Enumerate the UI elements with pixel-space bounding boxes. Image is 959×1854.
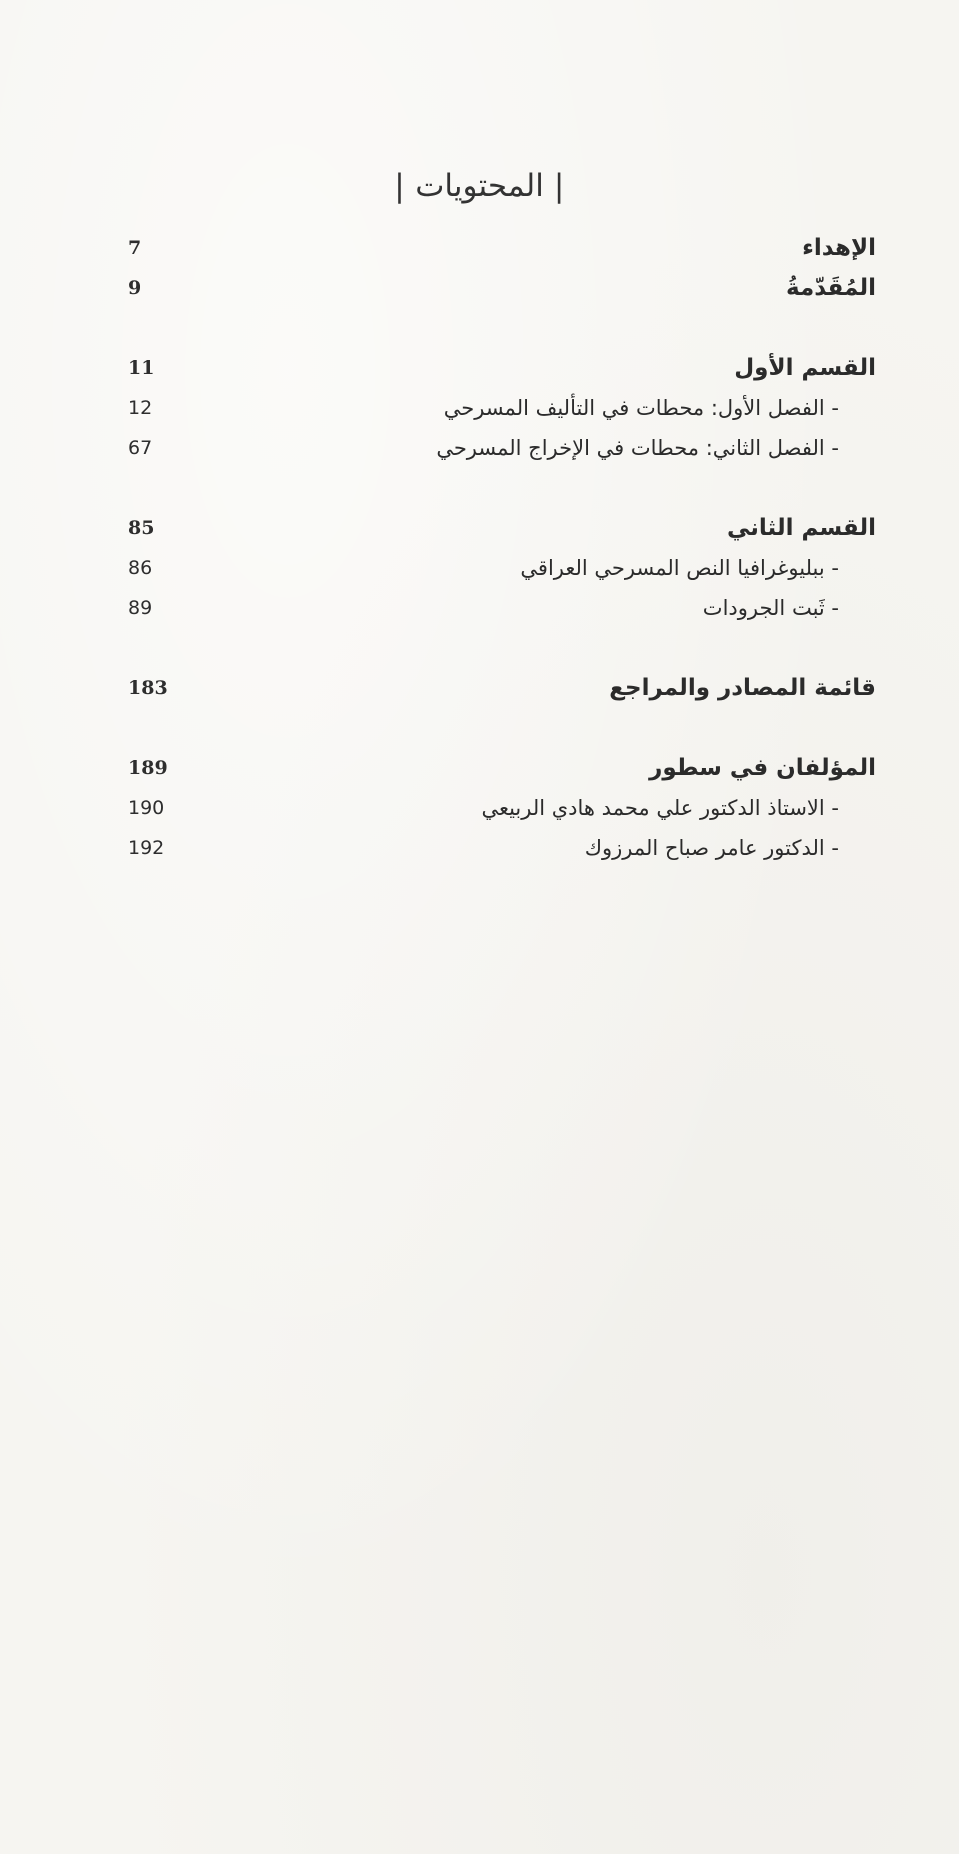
toc-entry-inventories [0, 588, 959, 628]
toc-entry-label: - الاستاذ الدكتور علي محمد هادي الربيعي [481, 796, 839, 820]
toc-entry-label: القسم الأول [734, 355, 876, 381]
toc-entry-page: 89 [128, 597, 153, 619]
toc-entry-page: 9 [128, 277, 142, 299]
toc-entry-label: - ببليوغرافيا النص المسرحي العراقي [520, 556, 839, 580]
toc-entry-label: الإهداء [802, 235, 876, 261]
toc-entry-chapter-two [0, 428, 959, 468]
toc-entry-authors [0, 748, 959, 788]
toc-entry-page: 183 [128, 677, 168, 699]
toc-entry-label: القسم الثاني [727, 515, 876, 541]
page-title [0, 168, 959, 204]
toc-entry-page: 189 [128, 757, 168, 779]
title-text: المحتويات [415, 168, 544, 204]
toc-entry-dedication [0, 228, 959, 268]
toc-entry-page: 7 [128, 237, 142, 259]
toc-entry-page: 190 [128, 797, 165, 819]
title-bar-right: | [553, 168, 565, 204]
toc-entry-label: - الدكتور عامر صباح المرزوك [584, 836, 839, 860]
toc-entry-label: المُقَدّمةُ [786, 275, 876, 301]
toc-entry-page: 12 [128, 397, 153, 419]
toc-entry-label: قائمة المصادر والمراجع [609, 675, 876, 701]
toc-entry-author-one [0, 788, 959, 828]
toc-entry-references [0, 668, 959, 708]
title-bar-left: | [394, 168, 406, 204]
toc-entry-part-two [0, 508, 959, 548]
toc-entry-bibliography [0, 548, 959, 588]
toc-entry-page: 86 [128, 557, 153, 579]
toc-entry-author-two [0, 828, 959, 868]
toc-entry-page: 11 [128, 357, 155, 379]
toc-entry-page: 85 [128, 517, 155, 539]
toc-entry-label: - الفصل الأول: محطات في التأليف المسرحي [443, 396, 839, 420]
toc-entry-label: - الفصل الثاني: محطات في الإخراج المسرحي [436, 436, 839, 460]
toc-entry-page: 67 [128, 437, 153, 459]
toc-entry-chapter-one [0, 388, 959, 428]
toc-entry-part-one [0, 348, 959, 388]
toc-entry-label: المؤلفان في سطور [649, 755, 876, 781]
toc-entry-label: - ثَبت الجرودات [702, 596, 839, 620]
toc-entry-page: 192 [128, 837, 165, 859]
toc-entry-introduction [0, 268, 959, 308]
